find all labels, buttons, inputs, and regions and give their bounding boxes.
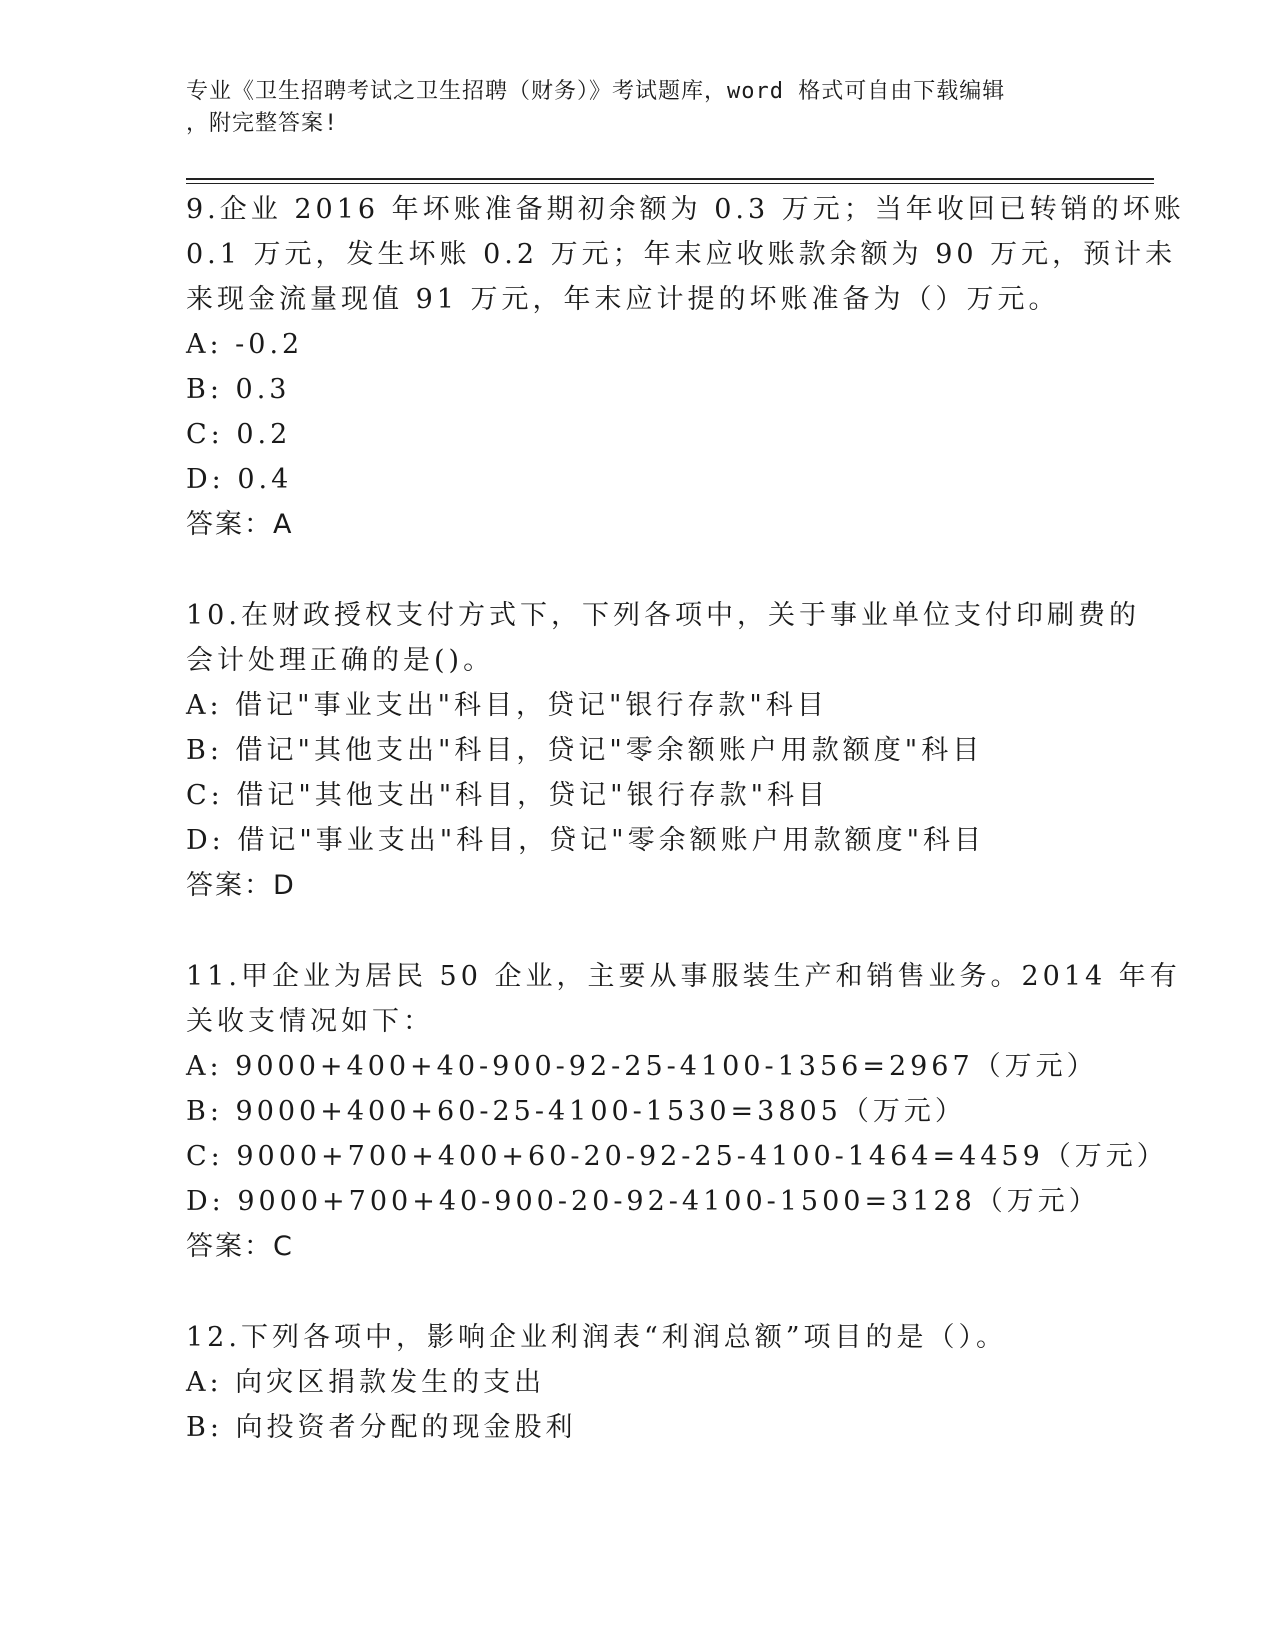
- question-11: [186, 954, 1181, 1269]
- question-10: [186, 593, 1140, 908]
- question-stem-line: 10.在财政授权支付方式下，下列各项中，关于事业单位支付印刷费的: [186, 600, 1140, 631]
- question-12: [186, 1315, 1086, 1450]
- question-list: [186, 187, 1185, 1450]
- option-a: A: 借记"事业支出"科目，贷记"银行存款"科目: [186, 690, 828, 721]
- answer-line: 答案：C: [186, 1231, 294, 1262]
- header-line-2: ，附完整答案!: [186, 111, 339, 136]
- question-stem-line: 0.1 万元，发生坏账 0.2 万元；年末应收账款余额为 90 万元，预计未: [186, 239, 1177, 270]
- option-b: B: 0.3: [186, 374, 291, 405]
- question-stem-line: 会计处理正确的是()。: [186, 645, 495, 676]
- question-stem-line: 来现金流量现值 91 万元，年末应计提的坏账准备为（）万元。: [186, 284, 1060, 315]
- option-d: D: 0.4: [186, 464, 293, 495]
- question-stem-line: 12.下列各项中，影响企业利润表“利润总额”项目的是（）。: [186, 1322, 1008, 1353]
- question-spacer: [186, 1269, 1086, 1315]
- answer-line: 答案：D: [186, 870, 296, 901]
- question-stem-line: 11.甲企业为居民 50 企业，主要从事服装生产和销售业务。2014 年有: [186, 961, 1181, 992]
- document-header: [186, 76, 1086, 140]
- question-spacer: [186, 547, 1086, 593]
- question-9: [186, 187, 1185, 547]
- option-d: D: 借记"事业支出"科目，贷记"零余额账户用款额度"科目: [186, 825, 986, 856]
- option-c: C: 0.2: [186, 419, 292, 450]
- header-divider-thin: [186, 183, 1154, 184]
- header-line-1: 专业《卫生招聘考试之卫生招聘（财务）》考试题库，word 格式可自由下载编辑: [186, 79, 1006, 104]
- option-b: B: 借记"其他支出"科目，贷记"零余额账户用款额度"科目: [186, 735, 984, 766]
- answer-line: 答案：A: [186, 509, 294, 540]
- option-a: A: 9000+400+40-900-92-25-4100-1356=2967（万元）: [186, 1051, 1098, 1082]
- option-a: A: 向灾区捐款发生的支出: [186, 1367, 546, 1398]
- option-a: A: -0.2: [186, 329, 304, 360]
- question-stem-line: 关收支情况如下：: [186, 1006, 434, 1037]
- question-stem-line: 9.企业 2016 年坏账准备期初余额为 0.3 万元；当年收回已转销的坏账: [186, 194, 1185, 225]
- option-b: B: 向投资者分配的现金股利: [186, 1412, 577, 1443]
- option-d: D: 9000+700+40-900-20-92-4100-1500=3128（万元）: [186, 1186, 1100, 1217]
- option-b: B: 9000+400+60-25-4100-1530=3805（万元）: [186, 1096, 966, 1127]
- option-c: C: 借记"其他支出"科目，贷记"银行存款"科目: [186, 780, 830, 811]
- header-divider-thick: [186, 178, 1154, 180]
- question-spacer: [186, 908, 1086, 954]
- option-c: C: 9000+700+400+60-20-92-25-4100-1464=4459（万元）: [186, 1141, 1168, 1172]
